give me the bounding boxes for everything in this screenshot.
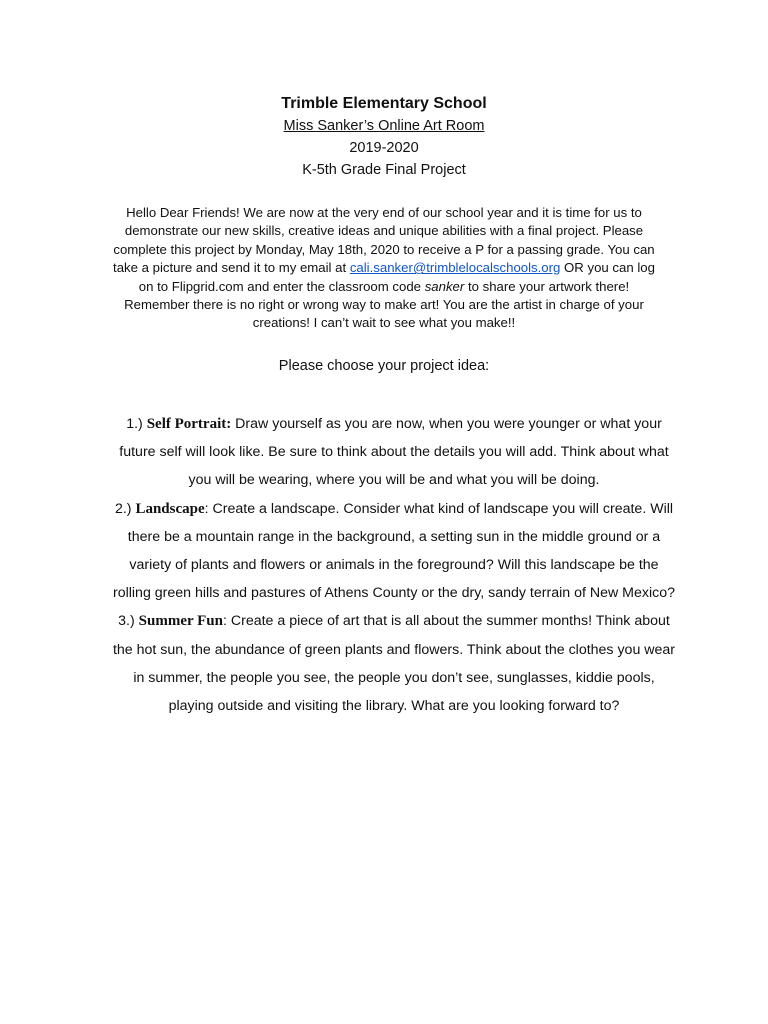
project-name: Summer Fun bbox=[138, 613, 223, 630]
project-description: : Create a landscape. Consider what kind of landscape you will create. Will there be a mountain range in the background, a setting sun in the middle ground or a variety of plants and flowers or animals in the foreground? Will this landscape be the rolling green hills and pastures of Athens County or the dry, sandy terrain of New Mexico? bbox=[112, 500, 675, 602]
email-link[interactable]: cali.sanker@trimblelocalschools.org bbox=[349, 260, 561, 276]
intro-text-flipgrid: OR you can log on to Flipgrid.com and enter the classroom code bbox=[138, 260, 655, 294]
project-title: K-5th Grade Final Project bbox=[302, 162, 466, 178]
project-number: 2.) bbox=[114, 500, 136, 517]
school-year: 2019-2020 bbox=[349, 140, 419, 156]
project-list bbox=[110, 410, 678, 720]
intro-text-end: to share your artwork there! Remember there is no right or wrong way to make art! You are the artist in charge of your creations! I can’t wait to see what you make!! bbox=[124, 278, 644, 331]
intro-paragraph bbox=[110, 204, 658, 333]
project-number: 1.) bbox=[126, 416, 147, 432]
art-room-subtitle: Miss Sanker’s Online Art Room bbox=[283, 118, 485, 134]
project-name: Landscape bbox=[135, 500, 205, 517]
project-item bbox=[110, 607, 678, 720]
project-number: 3.) bbox=[118, 613, 139, 630]
project-description: : Create a piece of art that is all about the summer months! Think about the hot sun, the abundance of green plants and flowers. Think about the clothes you wear in summer, the people you see, the people you don’t see, sunglasses, kiddie pools, playing outside and visiting the library. What are you looking forward to? bbox=[112, 613, 676, 715]
school-title: Trimble Elementary School bbox=[281, 95, 487, 112]
project-description: Draw yourself as you are now, when you were younger or what your future self will look like. Be sure to think about the details you will add. Think about what you will be wearing, where you will be and what you will be doing. bbox=[119, 416, 669, 489]
project-item bbox=[110, 410, 678, 495]
classroom-code: sanker bbox=[424, 278, 465, 294]
project-name: Self Portrait: bbox=[146, 416, 232, 432]
choose-prompt: Please choose your project idea: bbox=[278, 358, 490, 374]
intro-text: Hello Dear Friends! We are now at the very end of our school year and it is time for us to demonstrate our new skills, creative ideas and unique abilities with a final project. Please complete this project by Monday, May 18th, 2020 to receive a P for a passing grade. You can take a picture and send it to my email at bbox=[113, 205, 655, 276]
document-header bbox=[0, 93, 768, 181]
project-item bbox=[110, 495, 678, 608]
